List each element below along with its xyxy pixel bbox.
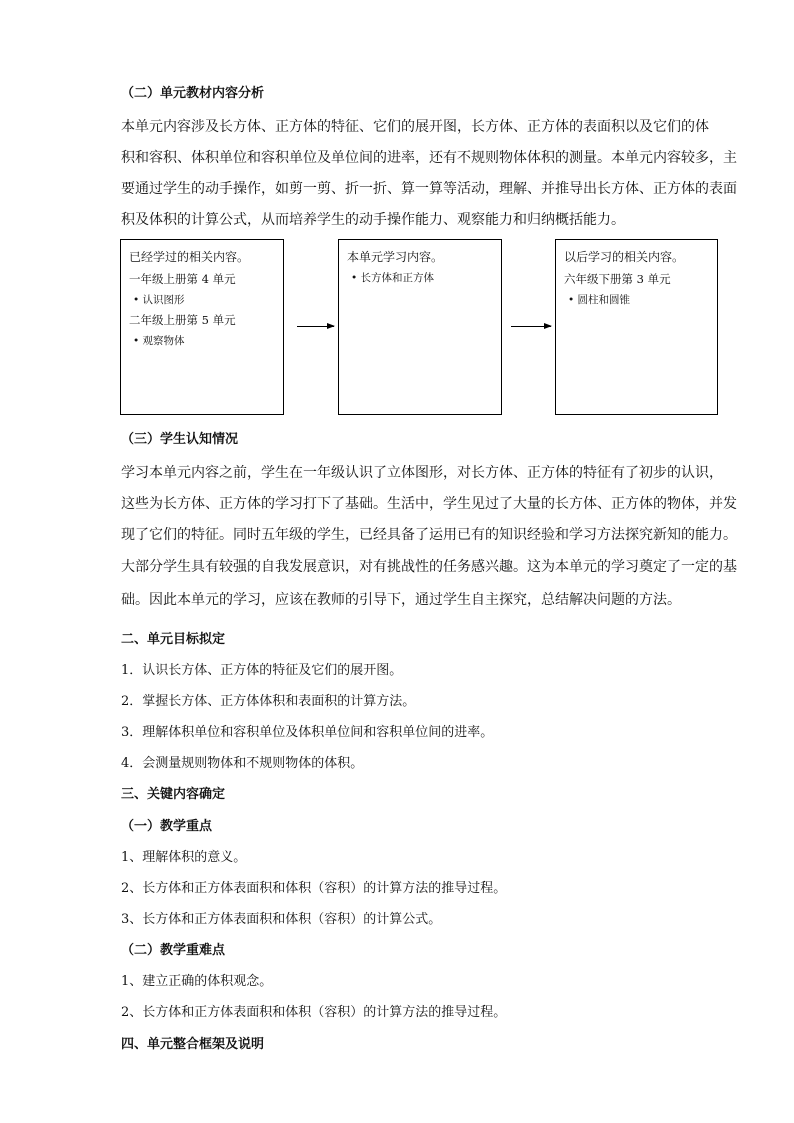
paragraph-line: 积和容积、体积单位和容积单位及单位间的进率，还有不规则物体体积的测量。本单元内容较多，主 <box>121 150 737 166</box>
goal-item: 3．理解体积单位和容积单位及体积单位间和容积单位间的进率。 <box>121 725 494 740</box>
flow-box-unit: 二年级上册第 5 单元 <box>129 313 236 327</box>
section-heading-goals: 二、单元目标拟定 <box>121 632 226 647</box>
goal-item: 1．认识长方体、正方体的特征及它们的展开图。 <box>121 663 403 678</box>
flow-box-title: 以后学习的相关内容。 <box>564 250 685 264</box>
paragraph-line: 本单元内容涉及长方体、正方体的特征、它们的展开图，长方体、正方体的表面积以及它们的体 <box>121 119 709 135</box>
paragraph-line: 现了它们的特征。同时五年级的学生，已经具备了运用已有的知识经验和学习方法探究新知的能力。 <box>121 527 737 543</box>
flow-box-title: 本单元学习内容。 <box>347 250 444 264</box>
focus-item: 3、长方体和正方体表面积和体积（容积）的计算公式。 <box>121 912 442 927</box>
paragraph-line: 大部分学生具有较强的自我发展意识，对有挑战性的任务感兴趣。这为本单元的学习奠定了一定的基 <box>121 559 737 575</box>
arrow-right-icon <box>297 326 334 327</box>
section-heading-cognition: （三）学生认知情况 <box>121 432 239 447</box>
paragraph-line: 这些为长方体、正方体的学习打下了基础。生活中，学生见过了大量的长方体、正方体的物体，并发 <box>121 496 737 512</box>
difficulty-item: 1、建立正确的体积观念。 <box>121 974 273 989</box>
flow-box-bullet: • 认识图形 <box>133 294 185 306</box>
flow-box-bullet: • 长方体和正方体 <box>351 272 435 284</box>
flow-box-future-learning <box>555 239 718 415</box>
goal-item: 2．掌握长方体、正方体体积和表面积的计算方法。 <box>121 694 416 709</box>
paragraph-line: 积及体积的计算公式，从而培养学生的动手操作能力、观察能力和归纳概括能力。 <box>121 212 625 228</box>
flow-box-prior-learning <box>120 239 284 415</box>
subheading-teaching-focus: （一）教学重点 <box>121 819 213 834</box>
paragraph-line: 础。因此本单元的学习，应该在教师的引导下，通过学生自主探究，总结解决问题的方法。 <box>121 592 681 608</box>
difficulty-item: 2、长方体和正方体表面积和体积（容积）的计算方法的推导过程。 <box>121 1005 507 1020</box>
focus-item: 1、理解体积的意义。 <box>121 850 247 865</box>
flow-box-unit: 六年级下册第 3 单元 <box>564 272 671 286</box>
section-heading-key-content: 三、关键内容确定 <box>121 787 226 802</box>
subheading-teaching-difficulty: （二）教学重难点 <box>121 943 226 958</box>
flow-box-title: 已经学过的相关内容。 <box>129 250 250 264</box>
section-heading-framework: 四、单元整合框架及说明 <box>121 1037 265 1052</box>
flow-box-current-unit <box>338 239 502 415</box>
section-heading-content-analysis: （二）单元教材内容分析 <box>121 86 265 101</box>
flow-box-unit: 一年级上册第 4 单元 <box>129 272 236 286</box>
focus-item: 2、长方体和正方体表面积和体积（容积）的计算方法的推导过程。 <box>121 881 507 896</box>
paragraph-line: 学习本单元内容之前，学生在一年级认识了立体图形，对长方体、正方体的特征有了初步的认识， <box>121 465 723 481</box>
goal-item: 4．会测量规则物体和不规则物体的体积。 <box>121 756 364 771</box>
flow-box-bullet: • 圆柱和圆锥 <box>568 294 631 306</box>
arrow-right-icon <box>511 326 551 327</box>
flow-box-bullet: • 观察物体 <box>133 335 185 347</box>
paragraph-line: 要通过学生的动手操作，如剪一剪、折一折、算一算等活动，理解、并推导出长方体、正方体的表面 <box>121 181 737 197</box>
